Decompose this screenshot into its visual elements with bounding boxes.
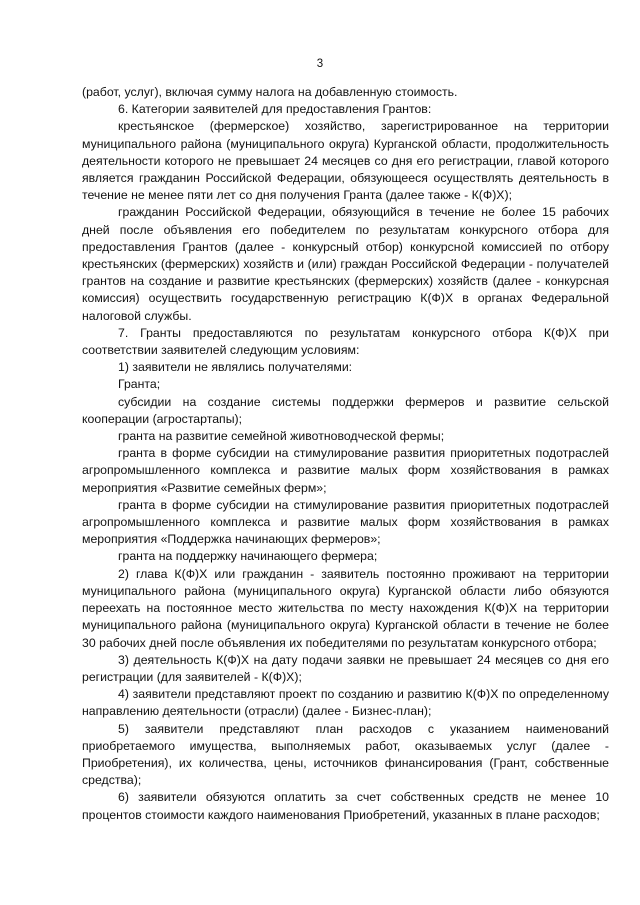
list-item: 1) заявители не являлись получателями: xyxy=(118,360,353,375)
page-number: 3 xyxy=(316,58,324,70)
list-item: 4) заявители представляют проект по созданию и развитию К(Ф)Х по определенному направлению деятельности (отрасли) (далее - Бизнес-план); xyxy=(82,687,609,719)
list-item: 3) деятельность К(Ф)Х на дату подачи заявки не превышает 24 месяцев со дня его регистрации (для заявителей - К(Ф)Х); xyxy=(82,652,609,684)
list-item: гранта на развитие семейной животноводческой фермы; xyxy=(118,429,445,444)
list-item: гранта в форме субсидии на стимулирование развития приоритетных подотраслей агропромышленного комплекса и развитие малых форм хозяйствования в рамках мероприятия «Развитие семейных ферм»; xyxy=(82,446,609,495)
list-item: гранта на поддержку начинающего фермера; xyxy=(118,549,378,564)
paragraph: крестьянское (фермерское) хозяйство, зарегистрированное на территории муниципального района (муниципального округа) Курганской области, продолжительность деятельности которого не превышает 24 месяцев со дня его регистрации, главой которого является гражданин Российской Федерации, обязующееся осуществлять деятельность в течение не менее пяти лет со дня получения Гранта (далее также - К(Ф)Х); xyxy=(82,119,609,203)
list-item: 6) заявители обязуются оплатить за счет собственных средств не менее 10 процентов стоимости каждого наименования Приобретений, указанных в плане расходов; xyxy=(82,790,609,822)
document-body xyxy=(82,84,609,824)
list-item: 5) заявители представляют план расходов с указанием наименований приобретаемого имущества, выполняемых работ, оказываемых услуг (далее - Приобретения), их количества, цены, источников финансирования (Грант, собственные средства); xyxy=(82,721,609,788)
list-item: гранта в форме субсидии на стимулирование развития приоритетных подотраслей агропромышленного комплекса и развитие малых форм хозяйствования в рамках мероприятия «Поддержка начинающих фермеров»; xyxy=(82,497,609,547)
paragraph: гражданин Российской Федерации, обязующийся в течение не более 15 рабочих дней после объявления его победителем по результатам конкурсного отбора для предоставления Грантов (далее - конкурсный отбор) конкурсной комиссией по отбору крестьянских (фермерских) хозяйств и (или) граждан Российской Федерации - получателей грантов на создание и развитие крестьянских (фермерских) хозяйств (далее - конкурсная комиссия) осуществить государственную регистрацию К(Ф)Х в органах Федеральной налоговой службы. xyxy=(82,205,609,323)
paragraph: 7. Гранты предоставляются по результатам конкурсного отбора К(Ф)Х при соответствии заявителей следующим условиям: xyxy=(82,325,609,358)
paragraph: (работ, услуг), включая сумму налога на добавленную стоимость. xyxy=(82,85,458,99)
list-item: 2) глава К(Ф)Х или гражданин - заявитель постоянно проживают на территории муниципального района (муниципального округа) Курганской области либо обязуются переехать на постоянное место жительства по месту нахождения К(Ф)Х на территории муниципального района (муниципального округа) Курганской области в течение не более 30 рабочих дней после объявления их победителями по результатам конкурсного отбора; xyxy=(82,566,609,650)
list-item: субсидии на создание системы поддержки фермеров и развитие сельской кооперации (агростартапы); xyxy=(82,394,609,426)
list-item: Гранта; xyxy=(118,377,161,392)
section-heading: 6. Категории заявителей для предоставления Грантов: xyxy=(118,102,432,117)
